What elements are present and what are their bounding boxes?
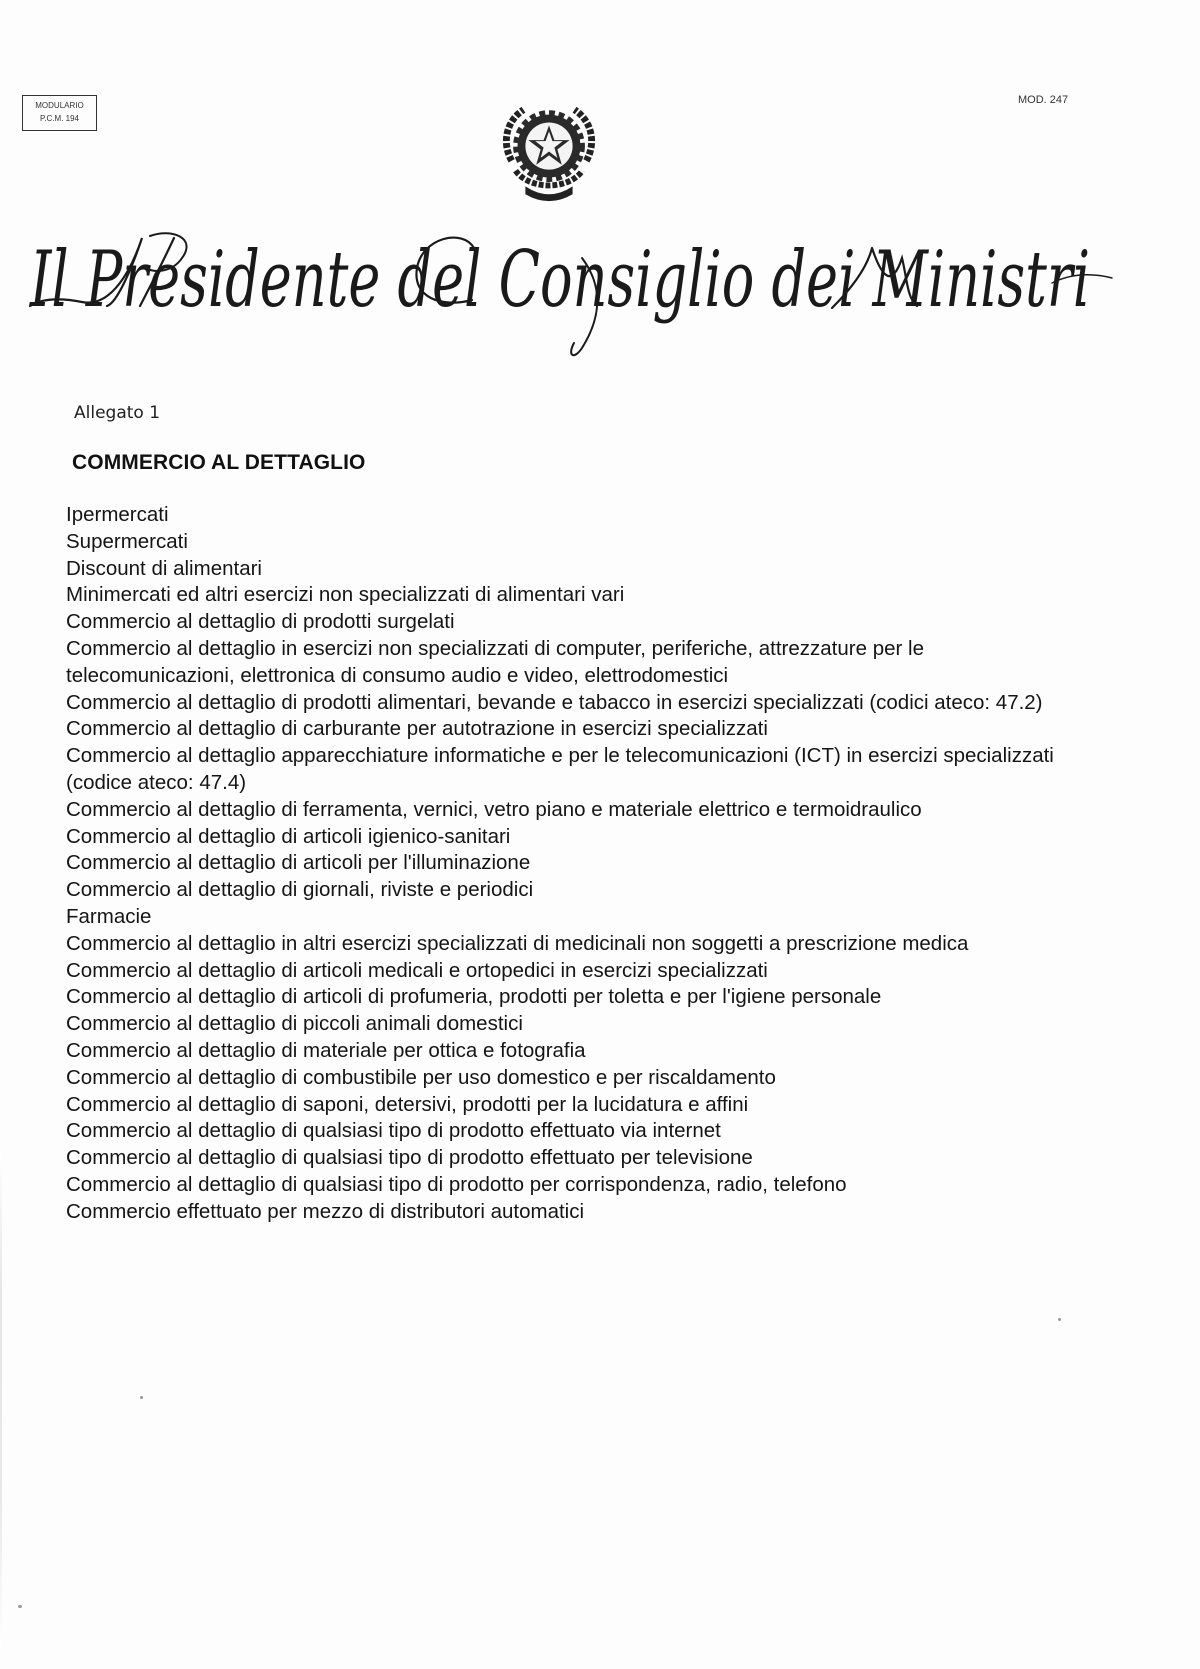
list-item: Commercio al dettaglio di prodotti surgelati — [66, 610, 455, 634]
list-item: Commercio al dettaglio di giornali, riviste e periodici — [66, 878, 534, 902]
list-item: Commercio effettuato per mezzo di distributori automatici — [66, 1199, 585, 1223]
stamp-line-2: P.C.M. 194 — [40, 114, 79, 123]
list-item: Commercio al dettaglio di combustibile per uso domestico e per riscaldamento — [66, 1065, 776, 1089]
list-item: Commercio al dettaglio di materiale per ottica e fotografia — [66, 1038, 586, 1062]
list-item: Commercio al dettaglio di ferramenta, vernici, vetro piano e materiale elettrico e termoidraulico — [66, 797, 922, 821]
list-item: Commercio al dettaglio di qualsiasi tipo di prodotto per corrispondenza, radio, telefono — [66, 1172, 847, 1196]
list-item: Minimercati ed altri esercizi non specializzati di alimentari vari — [66, 583, 625, 607]
attachment-label: Allegato 1 — [74, 403, 161, 423]
section-title: COMMERCIO AL DETTAGLIO — [72, 451, 366, 474]
letterhead-title — [22, 228, 1122, 378]
list-item: Commercio al dettaglio di articoli igienico-sanitari — [66, 824, 511, 848]
scan-edge — [0, 1150, 2, 1650]
activity-list — [66, 502, 1066, 1226]
list-item: Commercio al dettaglio in altri esercizi specializzati di medicinali non soggetti a prescrizione medica — [66, 931, 969, 955]
list-item: Commercio al dettaglio di saponi, detersivi, prodotti per la lucidatura e affini — [66, 1092, 749, 1116]
list-item: Commercio al dettaglio di articoli medicali e ortopedici in esercizi specializzati — [66, 958, 768, 982]
scan-speck — [140, 1396, 143, 1399]
list-item: Commercio al dettaglio di qualsiasi tipo di prodotto effettuato per televisione — [66, 1146, 753, 1170]
list-item: Commercio al dettaglio in esercizi non specializzati di computer, periferiche, attrezzature per le telecomunicazioni, elettronica di consumo audio e video, elettrodomestici — [66, 636, 924, 687]
scan-speck — [18, 1605, 22, 1608]
stamp-line-1: MODULARIO — [35, 101, 84, 110]
form-stamp-box — [22, 95, 97, 131]
list-item: Commercio al dettaglio di prodotti alimentari, bevande e tabacco in esercizi specializzati (codici ateco: 47.2) — [66, 690, 1043, 714]
list-item: Commercio al dettaglio di carburante per autotrazione in esercizi specializzati — [66, 717, 768, 741]
list-item: Discount di alimentari — [66, 556, 262, 580]
form-code: MOD. 247 — [1018, 94, 1069, 106]
list-item: Supermercati — [66, 529, 188, 553]
letterhead-text: Il Presidente del Consiglio dei Ministri — [28, 235, 1090, 325]
republic-emblem-icon — [490, 92, 608, 210]
list-item: Commercio al dettaglio apparecchiature informatiche e per le telecomunicazioni (ICT) in esercizi specializzati (codice ateco: 47.4) — [66, 744, 1054, 794]
list-item: Commercio al dettaglio di articoli di profumeria, prodotti per toletta e per l'igiene personale — [66, 985, 882, 1009]
list-item: Commercio al dettaglio di piccoli animali domestici — [66, 1012, 523, 1036]
list-item: Farmacie — [66, 904, 152, 928]
list-item: Ipermercati — [66, 503, 169, 526]
list-item: Commercio al dettaglio di articoli per l'illuminazione — [66, 851, 531, 875]
scan-speck — [1058, 1318, 1061, 1321]
letterhead-script — [22, 228, 1122, 378]
list-item: Commercio al dettaglio di qualsiasi tipo di prodotto effettuato via internet — [66, 1119, 721, 1143]
